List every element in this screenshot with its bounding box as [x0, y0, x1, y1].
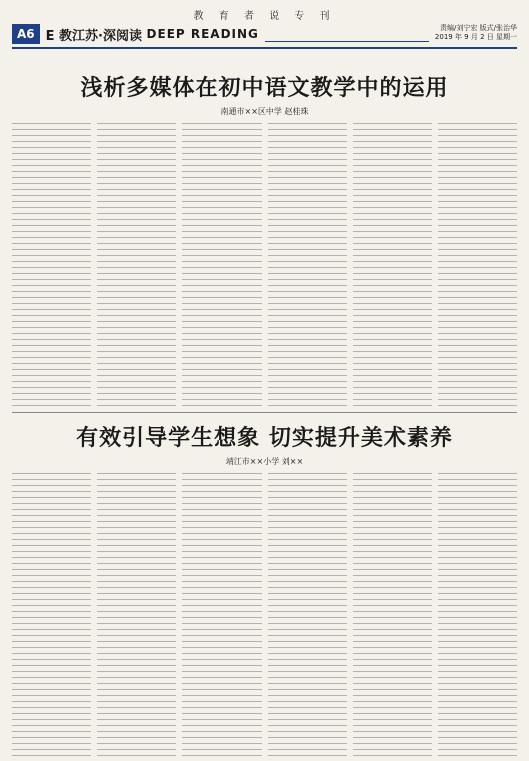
masthead-title [40, 24, 265, 44]
article-2-column [182, 473, 261, 761]
article-2-column [353, 473, 432, 761]
section-banner [12, 6, 517, 22]
masthead-divider [12, 47, 517, 49]
article-2-column [97, 473, 176, 761]
article-2-headline: 有效引导学生想象 切实提升美术素养 [76, 426, 453, 451]
article-2-body [12, 473, 517, 761]
article-1-byline: 南通市××区中学 赵桂珠 [220, 107, 309, 116]
article-1-column [97, 123, 176, 406]
banner-text: 教 育 者 说 专 刊 [193, 10, 336, 22]
masthead-title-cn: E 教江苏·深阅读 [45, 28, 142, 44]
article-2-column [438, 473, 517, 761]
article-2-column [12, 473, 91, 761]
masthead-title-en: DEEP READING [146, 27, 259, 41]
article-1-column [182, 123, 261, 406]
article-divider [12, 412, 517, 413]
article-1-column [12, 123, 91, 406]
article-1-column [268, 123, 347, 406]
article-1-column [438, 123, 517, 406]
masthead-rule [265, 41, 429, 42]
article-2-column [268, 473, 347, 761]
article-1-headline: 浅析多媒体在初中语文教学中的运用 [80, 76, 449, 101]
date-line: 2019 年 9 月 2 日 星期一 [434, 33, 517, 41]
article-1-column [353, 123, 432, 406]
editor-line: 责编/刘宁宏 版式/张治华 [440, 24, 517, 32]
masthead [12, 24, 517, 44]
article-2-byline: 靖江市××小学 刘×× [225, 457, 304, 466]
article-1-body [12, 123, 517, 406]
masthead-info [429, 24, 517, 44]
page-number: A6 [12, 24, 40, 44]
